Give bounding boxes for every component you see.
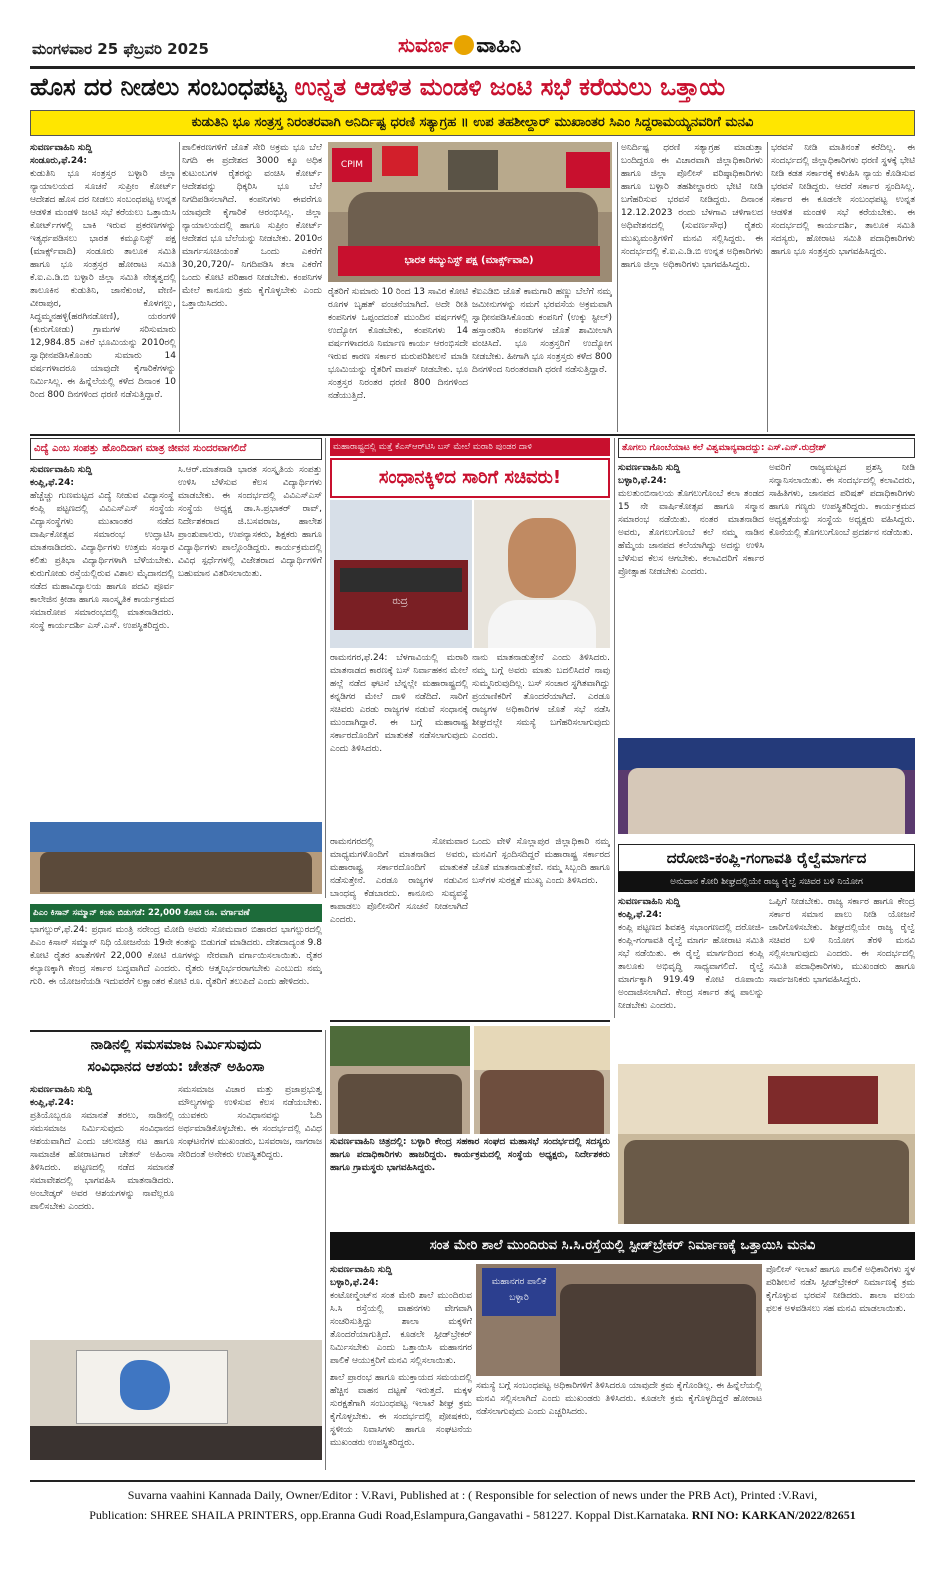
speedbreaker-column-4-text: ಪೊಲೀಸ್ ಇಲಾಖೆ ಹಾಗೂ ಪಾಲಿಕೆ ಅಧಿಕಾರಿಗಳು ಸ್ಥಳ ಪರಿಶೀಲನೆ ನಡೆಸಿ ಸ್ಪೀಡ್‌ಬ್ರೇಕರ್ ನಿರ್ಮಾಣಕ್ಕೆ ಕ್ರಮ ಕೈಗೊಳ್ಳುವ ಭರವಸೆ ನೀಡಿದರು. ಶಾಲಾ ವಲಯ ಫಲಕ ಅಳವಡಿಸಲು ಸಹ ಮನವಿ ಮಾಡಲಾಯಿತು. <box>766 1265 915 1314</box>
column-rule <box>325 438 326 898</box>
footer-publication: Publication: SHREE SHAILA PRINTERS, opp.Eranna Gudi Road,Eslampura,Gangavathi - 581227. Koppal Dist.Karnataka. <box>89 1508 689 1522</box>
praise-photo <box>618 738 915 834</box>
section-rule <box>330 1020 610 1022</box>
lead-column-5-text: ಅನಿರ್ದಿಷ್ಟ ಧರಣಿ ಸತ್ಯಾಗ್ರಹ ಮಾಡುತ್ತಾ ಬಂದಿದ್ದರೂ ಈ ವಿಚಾರವಾಗಿ ಜಿಲ್ಲಾಧಿಕಾರಿಗಳು ಹಾಗೂ ಜಿಲ್ಲಾ ಪೊಲೀಸ್ ವರಿಷ್ಠಾಧಿಕಾರಿಗಳು ಹಾಗೂ ಬಳ್ಳಾರಿ ತಹಶೀಲ್ದಾರರು ಭೇಟಿ ನೀಡಿ ಬಗೆಹರಿಸುವ ಭರವಸೆ ನೀಡಿದ್ದರು. ದಿನಾಂಕ 12.12.2023 ರಂದು ಬೆಳಗಾವಿ ಚಳಿಗಾಲದ ಅಧಿವೇಶನದಲ್ಲಿ (ಸುವರ್ಣಸೌಧ) ರೈತರು ಮುಖ್ಯಮಂತ್ರಿಗಳಿಗೆ ಮನವಿ ಸಲ್ಲಿಸಿದ್ದರು. ಈ ಸಂದರ್ಭದಲ್ಲಿ ಕೆ.ಐ.ಎ.ಡಿ.ಬಿ ಉನ್ನತ ಅಧಿಕಾರಿಗಳು ಹಾಗೂ ಜಿಲ್ಲಾ ಅಧಿಕಾರಿಗಳು ಭಾಗವಹಿಸಿದ್ದರು. <box>621 143 763 270</box>
railway-column-2-text: ಒಪ್ಪಿಗೆ ನೀಡಬೇಕು. ರಾಜ್ಯ ಸರ್ಕಾರ ಹಾಗೂ ಕೇಂದ್ರ ಸರ್ಕಾರ ಸಮಾನ ಪಾಲು ನೀಡಿ ಯೋಜನೆ ಜಾರಿಗೊಳಿಸಬೇಕು. ಶೀಘ್ರದಲ್ಲಿಯೇ ರಾಜ್ಯ ರೈಲ್ವೆ ಸಚಿವರ ಬಳಿ ನಿಯೋಗ ತೆರಳಿ ಮನವಿ ಸಲ್ಲಿಸಲಾಗುವುದು ಎಂದರು. ಈ ಸಂದರ್ಭದಲ್ಲಿ ಸಮಿತಿ ಪದಾಧಿಕಾರಿಗಳು, ಮುಖಂಡರು ಹಾಗೂ ಸಾರ್ವಜನಿಕರು ಭಾಗವಹಿಸಿದ್ದರು. <box>769 897 915 985</box>
meeting-photo-right <box>474 1026 610 1134</box>
crowd-shape <box>348 192 598 252</box>
minister-column-3-text: ರಾಮನಗರದಲ್ಲಿ ಸೋಮವಾರ ಮಾಧ್ಯಮಗಳೊಂದಿಗೆ ಮಾತನಾಡಿದ ಅವರು, ಮಹಾರಾಷ್ಟ್ರ ಸರ್ಕಾರದೊಂದಿಗೆ ಮಾತುಕತೆ ನಡೆಸುತ್ತೇನೆ. ಎರಡೂ ರಾಜ್ಯಗಳ ನಡುವಿನ ಬಾಂಧವ್ಯ ಕೆಡಬಾರದು. ಕಾನೂನು ಸುವ್ಯವಸ್ಥೆ ಕಾಪಾಡಲು ಪೊಲೀಸರಿಗೆ ಸೂಚನೆ ನೀಡಲಾಗಿದೆ ಎಂದರು. <box>330 837 468 925</box>
pmkisan-text <box>30 924 322 1028</box>
school-sign-line2: ಬಳ್ಳಾರಿ <box>509 1293 529 1303</box>
praise-column-2 <box>769 462 915 732</box>
speedbreaker-dateline: ಸುವರ್ಣವಾಹಿನಿ ಸುದ್ದಿ ಬಳ್ಳಾರಿ,ಫೆ.24: <box>330 1265 393 1288</box>
minister-column-4 <box>472 836 610 1016</box>
constitution-headline <box>30 1034 322 1080</box>
lead-column-5 <box>621 142 763 432</box>
meeting-caption-text: ಸುವರ್ಣವಾಹಿನಿ ಚಿತ್ರದಲ್ಲಿ: ಬಳ್ಳಾರಿ ಕೇಂದ್ರ ಸಹಕಾರ ಸಂಘದ ಮಹಾಸಭೆ ಸಂದರ್ಭದಲ್ಲಿ ಸದಸ್ಯರು ಹಾಗೂ ಪದಾಧಿಕಾರಿಗಳು ಹಾಜರಿದ್ದರು. ಕಾರ್ಯಕ್ರಮದಲ್ಲಿ ಸಂಸ್ಥೆಯ ಅಧ್ಯಕ್ಷರು, ನಿರ್ದೇಶಕರು ಹಾಗೂ ಗ್ರಾಮಸ್ಥರು ಭಾಗವಹಿಸಿದ್ದರು. <box>330 1137 610 1173</box>
stage-backdrop <box>30 822 322 852</box>
minister-kicker <box>330 438 610 456</box>
lead-headline-part2: ಉನ್ನತ ಆಡಳಿತ ಮಂಡಳಿ ಜಂಟಿ ಸಭೆ ಕರೆಯಲು ಒತ್ತಾಯ <box>294 73 726 101</box>
minister-column-3 <box>330 836 468 1016</box>
education-column-1-text: ಹೆಚ್ಚೆಚ್ಚು ಗುಣಮಟ್ಟದ ವಿದ್ಯೆ ನೀಡುವ ವಿದ್ಯಾಸಂಸ್ಥೆ ಕಂಪ್ಲಿ ಪಟ್ಟಣದಲ್ಲಿ ವಿವಿಎಸ್‌ಎಸ್ ಸಂಸ್ಥೆಯ ವಿದ್ಯಾಸಂಸ್ಥೆಗಳು ಮುಖಾಂತರ ನಡೆದ ವಾರ್ಷಿಕೋತ್ಸವ ಸಮಾರಂಭ ಉದ್ಘಾಟಿಸಿ ಮಾತನಾಡಿದರು. ವಿದ್ಯಾರ್ಥಿಗಳು ಉತ್ತಮ ಸಂಸ್ಕಾರ ಕಲಿತು ಪ್ರತಿಭಾ ವಿದ್ಯಾರ್ಥಿಗಳಾಗಿ ಬೆಳೆಯಬೇಕು. ಕುರುಗೋಡು ರಸ್ತೆಯಲ್ಲಿರುವ ವಿಶಾಲ ಮೈದಾನದಲ್ಲಿ ನಡೆದ ಮಹಾವಿದ್ಯಾಲಯ ಹಾಗೂ ಪದವಿ ಪೂರ್ವ ಕಾಲೇಜಿನ ಕ್ರೀಡಾ ಹಾಗೂ ಸಾಂಸ್ಕೃತಿಕ ಕಾರ್ಯಕ್ರಮದ ಸಮಾರೋಪ ಸಮಾರಂಭದಲ್ಲಿ ಮಾತನಾಡಿದರು. ಸಂಸ್ಥೆ ಕಾರ್ಯದರ್ಶಿ ಎಸ್.ಎಸ್. ಉಪಸ್ಥಿತರಿದ್ದರು. <box>30 491 174 631</box>
minister-headline-box <box>330 458 610 498</box>
red-flag-right <box>566 152 610 188</box>
speedbreaker-column-3 <box>476 1380 762 1476</box>
meeting-photo-left <box>330 1026 470 1134</box>
pmkisan-headline-box <box>30 904 322 922</box>
footer-rni: RNI NO: KARKAN/2022/82651 <box>691 1508 856 1522</box>
railway-dateline: ಸುವರ್ಣವಾಹಿನಿ ಸುದ್ದಿ ಕಂಪ್ಲಿ,ಫೆ.24: <box>618 897 681 920</box>
speedbreaker-column-1-text: ಕಂಟೋನ್ಮೆಂಟ್‌ನ ಸಂತ ಮೇರಿ ಶಾಲೆ ಮುಂದಿರುವ ಸಿ.ಸಿ ರಸ್ತೆಯಲ್ಲಿ ವಾಹನಗಳು ವೇಗವಾಗಿ ಸಂಚರಿಸುತ್ತಿದ್ದು ಶಾಲಾ ಮಕ್ಕಳಿಗೆ ತೊಂದರೆಯಾಗುತ್ತಿದೆ. ಕೂಡಲೇ ಸ್ಪೀಡ್‌ಬ್ರೇಕರ್ ನಿರ್ಮಿಸಬೇಕು ಎಂದು ಒತ್ತಾಯಿಸಿ ಮಹಾನಗರ ಪಾಲಿಕೆ ಆಯುಕ್ತರಿಗೆ ಮನವಿ ಸಲ್ಲಿಸಲಾಯಿತು. <box>330 1291 472 1366</box>
portrait-shirt <box>488 600 596 648</box>
railway-headline-box <box>618 844 915 872</box>
audience-shape <box>40 852 312 892</box>
footer-line-2 <box>30 1508 915 1526</box>
bus-photo <box>330 500 472 648</box>
footer-line-1: Suvarna vaahini Kannada Daily, Owner/Editor : V.Ravi, Published at : ( Responsible for selection of news under the PRB Act), Printed :V.Ravi, <box>127 1488 818 1502</box>
lead-headline <box>30 70 915 106</box>
map-graphic <box>120 1360 170 1410</box>
railway-photo <box>618 1064 915 1224</box>
red-flag-left: CPIM <box>332 148 372 182</box>
railway-headline: ದರೋಜಿ-ಕಂಪ್ಲಿ-ಗಂಗಾವತಿ ರೈಲ್ವೆಮಾರ್ಗದ <box>666 849 867 867</box>
logo-text-part1: ಸುವರ್ಣ <box>398 33 453 57</box>
railway-column-1-text: ಕಂಪ್ಲಿ ಪಟ್ಟಣದ ಶಿವಶಕ್ತಿ ಸಭಾಂಗಣದಲ್ಲಿ ದರೋಜಿ-ಕಂಪ್ಲಿ-ಗಂಗಾವತಿ ರೈಲ್ವೆ ಮಾರ್ಗ ಹೋರಾಟ ಸಮಿತಿ ಸಭೆ ನಡೆಯಿತು. ಈ ರೈಲ್ವೆ ಮಾರ್ಗದಿಂದ ಕಂಪ್ಲಿ ತಾಲೂಕು ಅಭಿವೃದ್ಧಿ ಸಾಧ್ಯವಾಗಲಿದೆ. ರೈಲ್ವೆ ಮಾರ್ಗಕ್ಕಾಗಿ 919.49 ಕೋಟಿ ರೂಪಾಯಿ ಅಂದಾಜಿಸಲಾಗಿದೆ. ಕೇಂದ್ರ ಸರ್ಕಾರ ತನ್ನ ಪಾಲನ್ನು ನೀಡಬೇಕು ಎಂದರು. <box>618 923 764 1011</box>
wall-shape <box>474 1026 610 1070</box>
protest-photo <box>328 142 612 282</box>
speedbreaker-headline: ಸಂತ ಮೇರಿ ಶಾಲೆ ಮುಂದಿರುವ ಸಿ.ಸಿ.ರಸ್ತೆಯಲ್ಲಿ ಸ್ಪೀಡ್‌ಬ್ರೇಕರ್ ನಿರ್ಮಾಣಕ್ಕೆ ಒತ್ತಾಯಿಸಿ ಮನವಿ <box>429 1238 816 1253</box>
praise-headline-box <box>618 438 915 458</box>
bus-windows <box>340 568 462 592</box>
column-rule <box>325 1030 326 1470</box>
lead-subhead <box>30 110 915 136</box>
lead-dateline: ಸುವರ್ಣವಾಹಿನಿ ಸುದ್ದಿ ಸಂಡೂರು,ಫೆ.24: <box>30 143 93 166</box>
pmkisan-headline: ಪಿಎಂ ಕಿಸಾನ್ ಸಮ್ಮಾನ್ ಕಂತು ಬಿಡುಗಡೆ: 22,000 ಕೋಟಿ ರೂ. ವರ್ಗಾವಣೆ <box>33 908 250 918</box>
lead-column-3 <box>328 286 468 432</box>
school-sign <box>482 1268 556 1316</box>
minister-column-2 <box>472 652 610 832</box>
column-rule <box>767 142 768 432</box>
constitution-column-1 <box>30 1084 174 1336</box>
window-shape <box>448 150 498 190</box>
lead-column-1 <box>30 142 176 432</box>
audience-heads <box>30 1426 322 1460</box>
masthead-rule <box>30 66 915 69</box>
praise-people <box>628 768 905 834</box>
protest-banner: ಭಾರತ ಕಮ್ಯುನಿಸ್ಟ್ ಪಕ್ಷ (ಮಾರ್ಕ್ಸ್‌ವಾದಿ) <box>338 246 600 276</box>
speedbreaker-column-1 <box>330 1264 472 1368</box>
speedbreaker-column-2 <box>330 1372 472 1476</box>
group-shape <box>338 1074 462 1134</box>
minister-column-2-text: ನಾನು ಮಾತನಾಡುತ್ತೇನೆ ಎಂದು ತಿಳಿಸಿದರು. ನಮ್ಮ ಬಗ್ಗೆ ಅವರು ಮಾತು ಬದಲಿಸಿದರೆ ನಾವು ಸುಮ್ಮನಿರುವುದಿಲ್ಲ. ಬಸ್ ಸಂಚಾರ ಸ್ಥಗಿತವಾಗಿದ್ದು ಪ್ರಯಾಣಿಕರಿಗೆ ತೊಂದರೆಯಾಗಿದೆ. ಎರಡೂ ರಾಜ್ಯಗಳ ಅಧಿಕಾರಿಗಳ ಜೊತೆ ಸಭೆ ನಡೆಸಿ ಶೀಘ್ರದಲ್ಲೇ ಸಮಸ್ಯೆ ಬಗೆಹರಿಸಲಾಗುವುದು ಎಂದರು. <box>472 653 610 741</box>
lead-subhead-text: ಕುಡುತಿನಿ ಭೂ ಸಂತ್ರಸ್ತ ನಿರಂತರವಾಗಿ ಅನಿರ್ದಿಷ್ಟ ಧರಣಿ ಸತ್ಯಾಗ್ರಹ ॥ ಉಪ ತಹಶೀಲ್ದಾರ್ ಮುಖಾಂತರ ಸಿಎಂ ಸಿದ್ದರಾಮಯ್ಯನವರಿಗೆ ಮನವಿ <box>191 115 754 130</box>
railway-subhead-box <box>618 872 915 892</box>
constitution-column-2 <box>178 1084 322 1336</box>
praise-headline: ತೊಗಲು ಗೊಂಬೆಯಾಟ ಕಲೆ ವಿಶ್ವಮಾನ್ಯವಾದದ್ದು: ಎಸ್.ಎನ್.ರುದ್ರೇಶ್ <box>622 443 827 453</box>
lead-column-1-text: ಕುಡುತಿನಿ ಭೂ ಸಂತ್ರಸ್ತರ ಬಳ್ಳಾರಿ ಜಿಲ್ಲಾ ನ್ಯಾಯಾಲಯದ ಸೂಚನೆ ಸುಪ್ರೀಂ ಕೋರ್ಟ್ ಆದೇಶದ ಹೊಸ ದರ ನೀಡಲು ಸಂಬಂಧಪಟ್ಟ ಉನ್ನತ ಆಡಳಿತ ಮಂಡಳಿ ಜಂಟಿ ಸಭೆ ಕರೆಯಲು ಒತ್ತಾಯಿಸಿ ಕೋರ್ಟ್‌ಗಳಲ್ಲಿ ಬಾಕಿ ಇರುವ ಪ್ರಕರಣಗಳನ್ನು ಇತ್ಯರ್ಥಪಡಿಸಲು ಭಾರತ ಕಮ್ಯೂನಿಸ್ಟ್ ಪಕ್ಷ (ಮಾರ್ಕ್ಸ್‌ವಾದಿ) ಸಂಡೂರು ತಾಲೂಕ ಸಮಿತಿ ಹಾಗೂ ಭೂ ಸಂತ್ರಸ್ತರ ಹೋರಾಟ ಸಮಿತಿ ಕೆ.ಐ.ಎ.ಡಿ.ಬಿ ಬಳ್ಳಾರಿ ಜಿಲ್ಲಾ ಸಮಿತಿ ನೇತೃತ್ವದಲ್ಲಿ ತಾಲೂಕಿನ ಕುಡುತಿನಿ, ಜಾನೆಕುಂಟೆ, ವೇಣಿ-ವೀರಾಪುರ, ಕೊಳಗಲ್ಲು, ಸಿದ್ಧಮ್ಮನಹಳ್ಳಿ(ಹರಗಿನಡೋಣಿ), ಯರಂಗಳಿ (ಕುರುಗೋಡು) ಗ್ರಾಮಗಳ ಸರಿಸುಮಾರು 12,984.85 ಎಕರೆ ಭೂಮಿಯನ್ನು 2010ರಲ್ಲಿ ಸ್ವಾಧೀನಪಡಿಸಿಕೊಂಡು ಸುಮಾರು 14 ವರ್ಷಗಳಾದರೂ ಯಾವುದೇ ಕೈಗಾರಿಕೆಗಳನ್ನು ನಿರ್ಮಿಸಿಲ್ಲ. ಈ ಹಿನ್ನೆಲೆಯಲ್ಲಿ ಕಳೆದ ದಿನಾಂಕ 10 ರಿಂದ 800 ದಿನಗಳಿಂದ ಧರಣಿ ನಡೆಸುತ್ತಿದ್ದಾರೆ. <box>30 169 176 400</box>
lead-column-2-text: ಪಾಲಿಕರಣಗಳಿಗೆ ಜೊತೆ ಸೇರಿ ಅಕ್ರಮ ಭೂ ಬೆಲೆ ನಿಗದಿ ಈ ಪ್ರದೇಶದ 3000 ಕ್ಕೂ ಅಧಿಕ ಕುಟುಂಬಗಳ ರೈತರನ್ನು ವಂಚಿಸಿ ಕೋರ್ಟ್ ಆದೇಶವನ್ನು ಧಿಕ್ಕರಿಸಿ ಭೂ ಬೆಲೆ ನಿಗದಿಪಡಿಸಲಾಗಿದೆ. ಕಂಪನಿಗಳು ಈವರೆಗೂ ಯಾವುದೇ ಕೈಗಾರಿಕೆ ಆರಂಭಿಸಿಲ್ಲ. ಜಿಲ್ಲಾ ನ್ಯಾಯಾಲಯದಲ್ಲಿ ಹಾಗೂ ಸುಪ್ರೀಂ ಕೋರ್ಟ್ ಆದೇಶದ ಭೂ ಬೆಲೆಯನ್ನು ನೀಡಬೇಕು. 2010ರ ಮಾರ್ಗಸೂಚಿಯಂತೆ ಒಂದು ಎಕರೆಗೆ 30,20,720/- ನಿಗದಿಪಡಿಸಿ ತಲಾ ಎಕರೆಗೆ ಒಂದು ಕೋಟಿ ಪರಿಹಾರ ನೀಡಬೇಕು. ಕಂಪನಿಗಳ ಮೇಲೆ ಕಾನೂನು ಕ್ರಮ ಕೈಗೊಳ್ಳಬೇಕು ಎಂದು ಒತ್ತಾಯಿಸಿದರು. <box>182 143 322 309</box>
lead-column-4 <box>472 286 612 432</box>
railway-column-2 <box>769 896 915 1060</box>
minister-portrait <box>474 500 610 648</box>
lead-column-6-text: ಭರವಸೆ ನೀಡಿ ಮಾತಿನಂತೆ ಕರೆದಿಲ್ಲ. ಈ ಸಂದರ್ಭದಲ್ಲಿ ಜಿಲ್ಲಾಧಿಕಾರಿಗಳು ಧರಣಿ ಸ್ಥಳಕ್ಕೆ ಭೇಟಿ ನೀಡಿ ಕಡತ ಸರ್ಕಾರಕ್ಕೆ ಕಳುಹಿಸಿ ನ್ಯಾಯ ಕೊಡಿಸುವ ಭರವಸೆ ನೀಡಿದ್ದರು. ಆದರೆ ಸರ್ಕಾರ ಸ್ಪಂದಿಸಿಲ್ಲ. ಸರ್ಕಾರ ಈ ಕೂಡಲೇ ಸಂಬಂಧಪಟ್ಟ ಉನ್ನತ ಆಡಳಿತ ಮಂಡಳಿ ಸಭೆ ಕರೆಯಬೇಕು. ಈ ಸಂದರ್ಭದಲ್ಲಿ ಕಾರ್ಯದರ್ಶಿ, ತಾಲೂಕ ಸಮಿತಿ ಸದಸ್ಯರು, ಹೋರಾಟ ಸಮಿತಿ ಪದಾಧಿಕಾರಿಗಳು ಹಾಗೂ ಭೂ ಸಂತ್ರಸ್ತರು ಭಾಗವಹಿಸಿದ್ದರು. <box>771 143 915 257</box>
speedbreaker-headline-box <box>330 1232 915 1260</box>
education-column-2 <box>178 464 322 820</box>
pmkisan-body: ಭಾಗಲ್ಪುರ್,ಫೆ.24: ಪ್ರಧಾನ ಮಂತ್ರಿ ನರೇಂದ್ರ ಮೋದಿ ಅವರು ಸೋಮವಾರ ಬಿಹಾರದ ಭಾಗಲ್ಪುರದಲ್ಲಿ ಪಿಎಂ ಕಿಸಾನ್ ಸಮ್ಮಾನ್ ನಿಧಿ ಯೋಜನೆಯ 19ನೇ ಕಂತನ್ನು ಬಿಡುಗಡೆ ಮಾಡಿದರು. ದೇಶದಾದ್ಯಂತ 9.8 ಕೋಟಿ ರೈತರ ಖಾತೆಗಳಿಗೆ 22,000 ಕೋಟಿ ರೂಗಳನ್ನು ನೇರವಾಗಿ ವರ್ಗಾಯಿಸಲಾಯಿತು. ರೈತರ ಕಲ್ಯಾಣಕ್ಕಾಗಿ ಕೇಂದ್ರ ಸರ್ಕಾರ ಬದ್ಧವಾಗಿದೆ ಎಂದರು. ರೈತರು ಆತ್ಮನಿರ್ಭರರಾಗಬೇಕು ಎಂಬುದು ನಮ್ಮ ಗುರಿ. ಈ ಯೋಜನೆಯಡಿ ಇದುವರೆಗೆ ಲಕ್ಷಾಂತರ ಕೋಟಿ ರೂ. ರೈತರಿಗೆ ತಲುಪಿದೆ ಎಂದು ಹೇಳಿದರು. <box>30 925 322 987</box>
education-column-2-text: ಸಿ.ಆರ್.ಮಾತನಾಡಿ ಭಾರತ ಸಂಸ್ಕೃತಿಯ ಸಂಪತ್ತು ಉಳಿಸಿ ಬೆಳೆಸುವ ಕೆಲಸ ವಿದ್ಯಾರ್ಥಿಗಳು ಮಾಡಬೇಕು. ಈ ಸಂದರ್ಭದಲ್ಲಿ ವಿವಿಎಸ್‌ಎಸ್ ಸಂಸ್ಥೆಯ ಅಧ್ಯಕ್ಷ ಡಾ.ಸಿ.ಪ್ರಭಾಕರ್ ರಾವ್, ನಿರ್ದೇಶಕರಾದ ಜಿ.ಬಸವರಾಜ, ಹಾಲೇಶ ಪ್ರಾಂಶುಪಾಲರು, ಉಪನ್ಯಾಸಕರು, ಶಿಕ್ಷಕರು ಹಾಗೂ ವಿದ್ಯಾರ್ಥಿಗಳು ಪಾಲ್ಗೊಂಡಿದ್ದರು. ಕಾರ್ಯಕ್ರಮದಲ್ಲಿ ವಿವಿಧ ಸ್ಪರ್ಧೆಗಳಲ್ಲಿ ವಿಜೇತರಾದ ವಿದ್ಯಾರ್ಥಿಗಳಿಗೆ ಬಹುಮಾನ ವಿತರಿಸಲಾಯಿತು. <box>178 465 322 579</box>
constitution-headline-line1: ನಾಡಿನಲ್ಲಿ ಸಮಸಮಾಜ ನಿರ್ಮಿಸುವುದು <box>90 1037 262 1053</box>
constitution-column-1-text: ಪ್ರತಿಯೊಬ್ಬರೂ ಸಮಾನತೆ ತರಲು, ನಾಡಿನಲ್ಲಿ ಸಮಸಮಾಜ ನಿರ್ಮಿಸುವುದು ಸಂವಿಧಾನದ ಆಶಯವಾಗಿದೆ ಎಂದು ಚಲನಚಿತ್ರ ನಟ ಹಾಗೂ ಸಾಮಾಜಿಕ ಹೋರಾಟಗಾರ ಚೇತನ್ ಅಹಿಂಸಾ ತಿಳಿಸಿದರು. ಪಟ್ಟಣದಲ್ಲಿ ನಡೆದ ಸಮಾನತೆ ಸಮಾವೇಶದಲ್ಲಿ ಭಾಗವಹಿಸಿ ಮಾತನಾಡಿದರು. ಅಂಬೇಡ್ಕರ್ ಅವರ ಆಶಯಗಳನ್ನು ನಾವೆಲ್ಲರೂ ಪಾಲಿಸಬೇಕು ಎಂದರು. <box>30 1111 174 1212</box>
minister-headline: ಸಂಧಾನಕ್ಕಿಳಿದ ಸಾರಿಗೆ ಸಚಿವರು! <box>378 467 562 488</box>
minister-column-4-text: ಒಂದು ವೇಳೆ ಸೊಲ್ಲಾಪುರ ಜಿಲ್ಲಾಧಿಕಾರಿ ನಮ್ಮ ಮನವಿಗೆ ಸ್ಪಂದಿಸದಿದ್ದರೆ ಮಹಾರಾಷ್ಟ್ರ ಸರ್ಕಾರದ ಜೊತೆ ಮಾತನಾಡುತ್ತೇವೆ. ನಮ್ಮ ಸಿಬ್ಬಂದಿ ಹಾಗೂ ಬಸ್‌ಗಳ ಸುರಕ್ಷತೆ ಮುಖ್ಯ ಎಂದು ತಿಳಿಸಿದರು. <box>472 837 610 886</box>
sun-icon <box>454 35 474 55</box>
praise-column-2-text: ಅವರಿಗೆ ರಾಜ್ಯಮಟ್ಟದ ಪ್ರಶಸ್ತಿ ನೀಡಿ ಸನ್ಮಾನಿಸಲಾಯಿತು. ಈ ಸಂದರ್ಭದಲ್ಲಿ ಕಲಾವಿದರು, ಸಾಹಿತಿಗಳು, ಜಾನಪದ ಪರಿಷತ್ ಪದಾಧಿಕಾರಿಗಳು ಹಾಗೂ ಗಣ್ಯರು ಉಪಸ್ಥಿತರಿದ್ದರು. ಕಾರ್ಯಕ್ರಮದ ಅಧ್ಯಕ್ಷತೆಯನ್ನು ಸಂಸ್ಥೆಯ ಅಧ್ಯಕ್ಷರು ವಹಿಸಿದ್ದರು. ಕೊನೆಯಲ್ಲಿ ತೊಗಲುಗೊಂಬೆ ಪ್ರದರ್ಶನ ನಡೆಯಿತು. <box>769 463 915 538</box>
seated-people <box>624 1140 909 1224</box>
constitution-photo <box>30 1340 322 1460</box>
column-rule <box>617 142 618 432</box>
portrait-face <box>508 518 576 598</box>
constitution-dateline: ಸುವರ್ಣವಾಹಿನಿ ಸುದ್ದಿ ಕಂಪ್ಲಿ,ಫೆ.24: <box>30 1085 93 1108</box>
lead-column-4-text: ಕೆಐಎಡಿಬಿ ಜೊತೆ ಕಾಮಗಾರಿ ಹಣ್ಣು ಬೆಲೆಗೆ ನಮ್ಮ ಜಮೀನುಗಳನ್ನು ನಮಗೆ ಭರವಸೆಯ ಅಕ್ರಮವಾಗಿ ಸ್ವಾಧೀನಪಡಿಸಿಕೊಂಡು ಕಂಪನಿಗೆ (ಉಕ್ಕು ಸ್ಟೀಲ್) ಹಸ್ತಾಂತರಿಸಿ ಕಂಪನಿಗಳ ಜೊತೆ ಶಾಮೀಲಾಗಿ ವಂಚಿಸಿದೆ. ಭೂ ಸಂತ್ರಸ್ತರಿಗೆ ಉದ್ಯೋಗ ನೀಡಬೇಕು. ಹೀಗಾಗಿ ಭೂ ಸಂತ್ರಸ್ತರು ಕಳೆದ 800 ದಿನಗಳಿಂದ ನಿರಂತರವಾಗಿ ಧರಣಿ ನಡೆಸುತ್ತಿದ್ದಾರೆ. <box>472 287 612 375</box>
praise-column-1 <box>618 462 764 732</box>
group-shape-2 <box>480 1070 604 1134</box>
lead-column-6 <box>771 142 915 432</box>
column-rule <box>179 142 180 432</box>
praise-stage <box>618 738 915 770</box>
meeting-caption <box>330 1136 610 1226</box>
railway-subhead: ಅನುದಾನ ಕೋರಿ ಶೀಘ್ರದಲ್ಲಿಯೇ ರಾಜ್ಯ ರೈಲ್ವೆ ಸಚಿವರ ಬಳಿ ನಿಯೋಗ <box>670 877 863 887</box>
lead-headline-part1: ಹೊಸ ದರ ನೀಡಲು ಸಂಬಂಧಪಟ್ಟ <box>30 73 287 101</box>
speedbreaker-column-4 <box>766 1264 915 1474</box>
footer-rule <box>30 1480 915 1482</box>
education-column-1 <box>30 464 174 820</box>
lead-column-2 <box>182 142 322 432</box>
praise-dateline: ಸುವರ್ಣವಾಹಿನಿ ಸುದ್ದಿ ಬಳ್ಳಾರಿ,ಫೆ.24: <box>618 463 681 486</box>
column-rule <box>614 438 615 1018</box>
minister-column-1-text: ರಾಮನಗರ,ಫೆ.24: ಬೆಳಗಾವಿಯಲ್ಲಿ ಮರಾಠಿ ಮಾತನಾಡದ ಕಾರಣಕ್ಕೆ ಬಸ್ ನಿರ್ವಾಹಕನ ಮೇಲೆ ಹಲ್ಲೆ ನಡೆದ ಘಟನೆ ಬೆನ್ನಲ್ಲೇ ಮಹಾರಾಷ್ಟ್ರದಲ್ಲಿ ಕನ್ನಡಿಗರ ಮೇಲೆ ದಾಳಿ ನಡೆದಿದೆ. ಸಾರಿಗೆ ಸಚಿವರು ಎರಡು ರಾಜ್ಯಗಳ ನಡುವೆ ಸಂಧಾನಕ್ಕೆ ಮುಂದಾಗಿದ್ದಾರೆ. ಈ ಬಗ್ಗೆ ಮಹಾರಾಷ್ಟ್ರ ಸರ್ಕಾರದೊಂದಿಗೆ ಮಾತುಕತೆ ನಡೆಸಲಾಗುವುದು ಎಂದು ತಿಳಿಸಿದರು. <box>330 653 468 754</box>
section-rule <box>30 1030 322 1032</box>
railway-column-1 <box>618 896 764 1060</box>
masthead-date: ಮಂಗಳವಾರ 25 ಫೆಬ್ರವರಿ 2025 <box>32 40 209 58</box>
minister-column-1 <box>330 652 468 832</box>
logo-text-part2: ವಾಹಿನಿ <box>476 33 522 57</box>
bus-label: ರುದ್ರ <box>392 596 408 607</box>
education-dateline: ಸುವರ್ಣವಾಹಿನಿ ಸುದ್ದಿ ಕಂಪ್ಲಿ,ಫೆ.24: <box>30 465 93 488</box>
red-flag-mid <box>382 146 418 176</box>
people-shape <box>560 1284 756 1376</box>
section-rule <box>30 434 915 436</box>
paper-logo <box>398 33 558 65</box>
speedbreaker-column-3-text: ಸಮಸ್ಯೆ ಬಗ್ಗೆ ಸಂಬಂಧಪಟ್ಟ ಅಧಿಕಾರಿಗಳಿಗೆ ತಿಳಿಸಿದರೂ ಯಾವುದೇ ಕ್ರಮ ಕೈಗೊಂಡಿಲ್ಲ. ಈ ಹಿನ್ನೆಲೆಯಲ್ಲಿ ಮನವಿ ಸಲ್ಲಿಸಲಾಗಿದೆ ಎಂದು ಮುಖಂಡರು ತಿಳಿಸಿದರು. ಕೂಡಲೇ ಕ್ರಮ ಕೈಗೊಳ್ಳದಿದ್ದರೆ ಹೋರಾಟ ನಡೆಸಲಾಗುವುದು ಎಂದು ಎಚ್ಚರಿಸಿದರು. <box>476 1381 762 1417</box>
lead-column-3-text: ರೈತರಿಗೆ ಸುಮಾರು 10 ರಿಂದ 13 ಸಾವಿರ ಕೋಟಿ ರೂಗಳ ಬೃಹತ್ ವಂಚನೆಯಾಗಿದೆ. ಅದೇ ರೀತಿ ಕಂಪನಿಗಳ ಒಪ್ಪಂದದಂತೆ ಮುಂದಿನ ವರ್ಷಗಳಲ್ಲಿ ಉದ್ಯೋಗ ಕೊಡಬೇಕು, ಕಂಪನಿಗಳು 14 ವರ್ಷಗಳಾದರೂ ನಿರ್ಮಾಣ ಕಾರ್ಯ ಆರಂಭಿಸದೇ ಇರುವ ಕಾರಣ ಸರ್ಕಾರ ಮರುಪರಿಶೀಲನೆ ಮಾಡಿ ಭೂಮಿಯನ್ನು ರೈತರಿಗೆ ವಾಪಸ್ ನೀಡಬೇಕು. ಭೂ ಸಂತ್ರಸ್ತರ ನಿರಂತರ ಧರಣಿ 800 ದಿನಗಳಿಂದ ನಡೆಯುತ್ತಿದೆ. <box>328 287 468 401</box>
tree-shape <box>330 1026 470 1066</box>
education-photo <box>30 822 322 894</box>
school-sign-line1: ಮಹಾನಗರ ಪಾಲಿಕೆ <box>491 1277 547 1287</box>
speedbreaker-column-2-text: ಶಾಲೆ ಪ್ರಾರಂಭ ಹಾಗೂ ಮುಕ್ತಾಯದ ಸಮಯದಲ್ಲಿ ಹೆಚ್ಚಿನ ವಾಹನ ದಟ್ಟಣೆ ಇರುತ್ತದೆ. ಮಕ್ಕಳ ಸುರಕ್ಷತೆಗಾಗಿ ಸಂಬಂಧಪಟ್ಟ ಇಲಾಖೆ ಶೀಘ್ರ ಕ್ರಮ ಕೈಗೊಳ್ಳಬೇಕು. ಈ ಸಂದರ್ಭದಲ್ಲಿ ಪೋಷಕರು, ಸ್ಥಳೀಯ ನಿವಾಸಿಗಳು ಹಾಗೂ ಸಂಘಟನೆಯ ಮುಖಂಡರು ಉಪಸ್ಥಿತರಿದ್ದರು. <box>330 1373 472 1448</box>
praise-column-1-text: ಮಲತುಂಬಿನಾಲಯ ತೊಗಲುಗೊಂಬೆ ಕಲಾ ತಂಡದ 15 ನೇ ವಾರ್ಷಿಕೋತ್ಸವ ಹಾಗೂ ಸನ್ಮಾನ ಸಮಾರಂಭ ನಡೆಯಿತು. ನಂತರ ಮಾತನಾಡಿದ ಅವರು, ತೊಗಲುಗೊಂಬೆ ಕಲೆ ನಮ್ಮ ನಾಡಿನ ಹೆಮ್ಮೆಯ ಜಾನಪದ ಕಲೆಯಾಗಿದ್ದು ಅದನ್ನು ಉಳಿಸಿ ಬೆಳೆಸುವ ಕೆಲಸ ಆಗಬೇಕು. ಕಲಾವಿದರಿಗೆ ಸರ್ಕಾರ ಪ್ರೋತ್ಸಾಹ ನೀಡಬೇಕು ಎಂದರು. <box>618 489 764 577</box>
education-headline-box <box>30 438 322 460</box>
minister-kicker-text: ಮಹಾರಾಷ್ಟ್ರದಲ್ಲಿ ಮತ್ತೆ ಕೆಎಸ್‌ಆರ್‌ಟಿಸಿ ಬಸ್ ಮೇಲೆ ಮರಾಠಿ ಪುಂಡರ ದಾಳಿ <box>333 442 532 452</box>
constitution-column-2-text: ಸಮಸಮಾಜ ವಿಚಾರ ಮತ್ತು ಪ್ರಜಾಪ್ರಭುತ್ವ ಮೌಲ್ಯಗಳನ್ನು ಉಳಿಸುವ ಕೆಲಸ ನಡೆಯಬೇಕು. ಯುವಕರು ಸಂವಿಧಾನವನ್ನು ಓದಿ ಅರ್ಥಮಾಡಿಕೊಳ್ಳಬೇಕು. ಈ ಸಂದರ್ಭದಲ್ಲಿ ವಿವಿಧ ಸಂಘಟನೆಗಳ ಮುಖಂಡರು, ಬಸವರಾಜ, ನಾಗರಾಜ ಸೇರಿದಂತೆ ಅನೇಕರು ಉಪಸ್ಥಿತರಿದ್ದರು. <box>178 1085 322 1160</box>
constitution-headline-line2: ಸಂವಿಧಾನದ ಆಶಯ: ಚೇತನ್ ಅಹಿಂಸಾ <box>87 1059 265 1075</box>
notice-board <box>768 1076 878 1124</box>
speedbreaker-photo <box>476 1264 762 1376</box>
education-headline: ವಿದ್ಯೆ ಎಂಬ ಸಂಪತ್ತು ಹೊಂದಿದಾಗ ಮಾತ್ರ ಜೀವನ ಸುಂದರವಾಗಲಿದೆ <box>34 443 247 454</box>
